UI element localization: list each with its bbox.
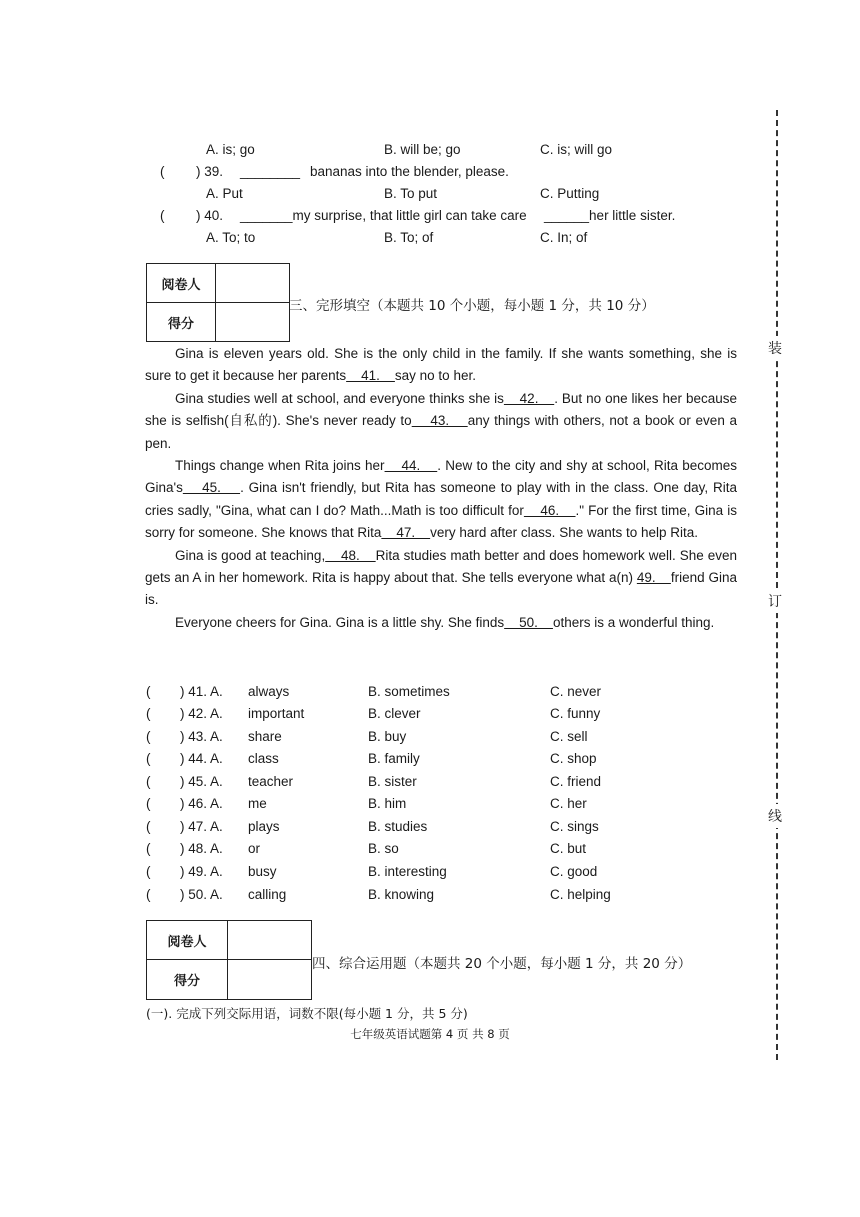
- q39-option-a: A. Put: [206, 186, 243, 201]
- score-label: 得分: [173, 974, 200, 989]
- section-4-title: 四、综合运用题（本题共 20 个小题，每小题 1 分，共 20 分）: [312, 956, 692, 972]
- passage-paragraph-5: Everyone cheers for Gina. Gina is a little shy. She finds 50. others is a wonderful thing.: [175, 614, 715, 630]
- q39-paren: (: [160, 164, 165, 179]
- subsection-1-title: (一). 完成下列交际用语，词数不限(每小题 1 分，共 5 分): [146, 1006, 468, 1021]
- q40-number: ) 40.: [196, 208, 224, 223]
- binding-char-zhuang: 装: [768, 336, 782, 360]
- cloze-option-row: ( ) 46. A. me B. him C. her: [146, 796, 587, 811]
- cloze-option-row: ( ) 48. A. or B. so C. but: [146, 841, 587, 856]
- cloze-option-row: ( ) 44. A. class B. family C. shop: [146, 751, 597, 766]
- cloze-option-row: ( ) 42. A. important B. clever C. funny: [146, 706, 601, 721]
- blank-49: 49.: [636, 570, 671, 586]
- q39-option-c: C. Putting: [540, 186, 600, 201]
- q39-option-b: B. To put: [384, 186, 438, 201]
- grader-label: 阅卷人: [167, 934, 207, 950]
- q40-option-b: B. To; of: [384, 230, 434, 245]
- cloze-passage: [145, 343, 737, 634]
- binding-char-xian: 线: [768, 804, 782, 828]
- grader-label: 阅卷人: [161, 277, 201, 293]
- cloze-option-row: ( ) 50. A. calling B. knowing C. helping: [146, 887, 611, 902]
- blank-47: 47.: [381, 525, 431, 541]
- blank-41: 41.: [346, 368, 395, 384]
- passage-paragraph-3: Things change when Rita joins her 44. . New to the city and shy at school, Rita becomes Gina's 45. . Gina isn't friendly, but Rita has someone to play with in the class. One day, Rita cries sadly, "Gina, what can I do? Math...Math is too difficult for 46. ." For the first time, Gina is sorry for someone. She knows that Rita 47. very hard after class. She wants to help Rita.: [145, 458, 737, 541]
- section-3-title: 三、完形填空（本题共 10 个小题，每小题 1 分，共 10 分）: [289, 298, 655, 314]
- cloze-option-row: ( ) 47. A. plays B. studies C. sings: [146, 819, 599, 834]
- q40-option-a: A. To; to: [206, 230, 256, 245]
- binding-char-ding: 订: [768, 589, 782, 613]
- blank-42: 42.: [503, 390, 555, 406]
- cloze-option-row: ( ) 49. A. busy B. interesting C. good: [146, 864, 598, 879]
- q38-option-a: A. is; go: [206, 142, 255, 157]
- cloze-option-row: ( ) 45. A. teacher B. sister C. friend: [146, 774, 602, 789]
- blank-46: 46.: [523, 502, 576, 518]
- q39-text: bananas into the blender, please.: [310, 164, 509, 179]
- q39-number: ) 39.: [196, 164, 224, 179]
- passage-paragraph-2: Gina studies well at school, and everyone thinks she is 42. . But no one likes her because she is selfish(自私的). She's never ready to 43. any things with others, not a book or even a pen.: [145, 390, 737, 451]
- passage-paragraph-4: Gina is good at teaching, 48. Rita studies math better and does homework well. She even gets an A in her homework. Rita is happy about that. She tells everyone what a(n) 49. friend Gina is.: [145, 547, 737, 608]
- q40-option-c: C. In; of: [540, 230, 588, 245]
- q40-part1: _______my surprise, that little girl can take care: [240, 208, 527, 223]
- cloze-option-row: ( ) 43. A. share B. buy C. sell: [146, 729, 588, 744]
- binding-line: [776, 110, 778, 1060]
- passage-paragraph-1: Gina is eleven years old. She is the only child in the family. If she wants something, she is sure to get it because her parents 41. say no to her.: [145, 346, 737, 384]
- q39-blank: ________: [240, 164, 301, 179]
- score-box-section-4: [146, 920, 312, 1000]
- blank-43: 43.: [411, 413, 468, 429]
- page-footer: 七年级英语试题第 4 页 共 8 页: [350, 1027, 510, 1041]
- blank-45: 45.: [182, 480, 241, 496]
- q38-option-b: B. will be; go: [384, 142, 461, 157]
- cloze-option-row: ( ) 41. A. always B. sometimes C. never: [146, 684, 602, 699]
- score-box-section-3: [146, 263, 290, 342]
- q38-option-c: C. is; will go: [540, 142, 613, 157]
- blank-48: 48.: [325, 547, 376, 563]
- score-label: 得分: [167, 316, 194, 332]
- blank-50: 50.: [504, 614, 553, 630]
- q40-paren: (: [160, 208, 165, 223]
- blank-44: 44.: [384, 458, 438, 474]
- q40-part2: ______her little sister.: [544, 208, 676, 223]
